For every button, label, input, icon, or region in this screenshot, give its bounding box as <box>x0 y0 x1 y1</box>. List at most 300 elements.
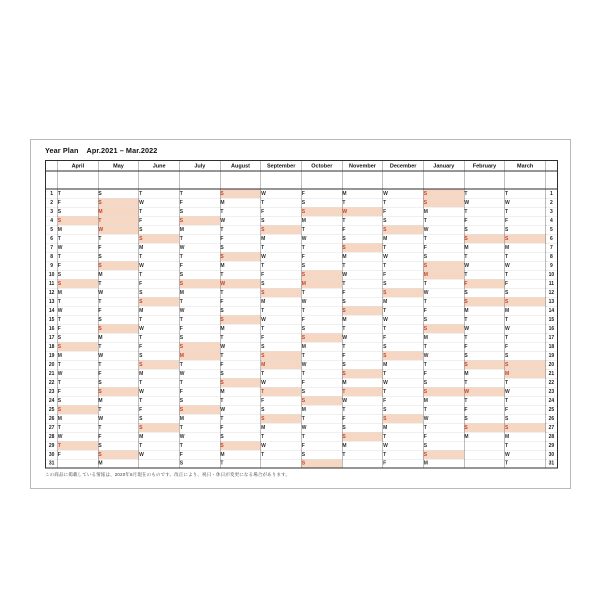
day-cell: T <box>342 342 383 351</box>
day-cell: M <box>98 459 139 468</box>
row-number: 21 <box>546 369 558 378</box>
day-cell: M <box>58 414 99 423</box>
day-cell: F <box>383 333 424 342</box>
month-header: November <box>342 161 383 172</box>
row-number: 12 <box>546 288 558 297</box>
day-cell: F <box>505 216 546 225</box>
day-cell: S <box>423 315 464 324</box>
day-cell: F <box>179 198 220 207</box>
month-header: January <box>423 161 464 172</box>
day-cell: F <box>179 261 220 270</box>
row-number: 28 <box>46 432 58 441</box>
day-cell: M <box>342 189 383 198</box>
day-cell: S <box>342 432 383 441</box>
day-cell: T <box>342 405 383 414</box>
day-cell: M <box>220 324 261 333</box>
spacer-cell <box>342 171 383 189</box>
row-number: 19 <box>46 351 58 360</box>
day-cell: M <box>464 243 505 252</box>
day-cell: M <box>98 396 139 405</box>
day-cell: F <box>464 216 505 225</box>
row-number: 6 <box>546 234 558 243</box>
day-cell: F <box>139 342 180 351</box>
day-cell: M <box>423 270 464 279</box>
day-cell: S <box>261 414 302 423</box>
day-cell: T <box>139 378 180 387</box>
day-cell: T <box>220 225 261 234</box>
day-cell: T <box>179 360 220 369</box>
day-cell: W <box>58 306 99 315</box>
row-number: 26 <box>546 414 558 423</box>
day-cell: S <box>261 351 302 360</box>
day-cell: W <box>301 297 342 306</box>
day-cell: S <box>139 351 180 360</box>
day-cell: S <box>179 405 220 414</box>
day-cell <box>58 459 99 468</box>
day-cell: T <box>301 243 342 252</box>
day-cell: T <box>423 297 464 306</box>
day-cell: T <box>505 396 546 405</box>
day-cell: M <box>139 243 180 252</box>
spacer-cell <box>423 171 464 189</box>
day-cell: F <box>342 288 383 297</box>
day-cell: S <box>98 441 139 450</box>
day-cell: S <box>220 432 261 441</box>
day-cell: M <box>464 306 505 315</box>
day-cell: F <box>179 324 220 333</box>
day-cell: M <box>220 450 261 459</box>
day-cell: T <box>505 270 546 279</box>
row-number: 29 <box>46 441 58 450</box>
day-cell: W <box>301 234 342 243</box>
day-cell <box>139 459 180 468</box>
day-cell: T <box>220 288 261 297</box>
day-cell: W <box>139 198 180 207</box>
day-cell: W <box>98 225 139 234</box>
spacer-cell <box>220 171 261 189</box>
row-number: 29 <box>546 441 558 450</box>
day-cell: T <box>342 324 383 333</box>
row-number: 9 <box>46 261 58 270</box>
day-cell: S <box>301 270 342 279</box>
row-number: 12 <box>46 288 58 297</box>
day-cell: T <box>423 279 464 288</box>
day-cell: T <box>342 198 383 207</box>
row-number: 13 <box>46 297 58 306</box>
day-cell: T <box>58 441 99 450</box>
day-cell: T <box>423 234 464 243</box>
row-number: 22 <box>546 378 558 387</box>
sheet-inner <box>31 140 571 489</box>
row-number: 10 <box>46 270 58 279</box>
row-number: 14 <box>546 306 558 315</box>
day-cell: M <box>383 360 424 369</box>
day-cell: T <box>58 315 99 324</box>
day-cell: T <box>179 297 220 306</box>
day-cell: S <box>58 216 99 225</box>
day-cell: M <box>383 234 424 243</box>
day-cell: S <box>342 234 383 243</box>
day-cell: S <box>58 207 99 216</box>
day-cell: W <box>383 378 424 387</box>
day-cell: S <box>179 279 220 288</box>
day-cell: T <box>139 189 180 198</box>
day-cell: S <box>464 360 505 369</box>
day-cell: S <box>220 378 261 387</box>
day-cell: T <box>98 342 139 351</box>
day-cell: S <box>301 450 342 459</box>
month-header: July <box>179 161 220 172</box>
day-cell: M <box>179 351 220 360</box>
day-cell: S <box>179 459 220 468</box>
day-cell: T <box>261 306 302 315</box>
day-cell: W <box>423 351 464 360</box>
day-cell: S <box>98 261 139 270</box>
corner-cell <box>46 161 58 172</box>
day-cell: T <box>423 423 464 432</box>
day-cell: F <box>261 207 302 216</box>
day-cell: S <box>179 342 220 351</box>
day-cell: F <box>505 405 546 414</box>
day-cell: T <box>261 450 302 459</box>
day-cell: W <box>220 279 261 288</box>
day-cell: T <box>383 450 424 459</box>
day-cell: W <box>342 207 383 216</box>
day-cell: W <box>464 387 505 396</box>
day-cell: T <box>342 387 383 396</box>
row-number: 16 <box>546 324 558 333</box>
day-cell: S <box>383 288 424 297</box>
day-cell: M <box>58 288 99 297</box>
day-cell: W <box>301 360 342 369</box>
row-number: 20 <box>546 360 558 369</box>
day-cell: S <box>301 261 342 270</box>
day-cell: S <box>220 315 261 324</box>
day-cell: T <box>301 432 342 441</box>
row-number: 10 <box>546 270 558 279</box>
month-header: August <box>220 161 261 172</box>
row-number: 5 <box>46 225 58 234</box>
spacer-cell <box>505 171 546 189</box>
day-cell: M <box>98 207 139 216</box>
day-cell: M <box>220 198 261 207</box>
day-cell: S <box>58 333 99 342</box>
day-cell: W <box>261 378 302 387</box>
row-number: 11 <box>46 279 58 288</box>
day-cell: F <box>301 441 342 450</box>
day-cell: F <box>505 279 546 288</box>
day-cell: S <box>139 360 180 369</box>
row-number: 1 <box>546 189 558 198</box>
spacer-cell <box>179 171 220 189</box>
day-cell: S <box>179 216 220 225</box>
day-cell: S <box>505 423 546 432</box>
day-cell: F <box>179 450 220 459</box>
day-cell: S <box>98 198 139 207</box>
day-cell: S <box>464 423 505 432</box>
day-cell: S <box>464 414 505 423</box>
row-number: 13 <box>546 297 558 306</box>
day-cell: W <box>58 432 99 441</box>
day-cell: F <box>383 207 424 216</box>
month-header: February <box>464 161 505 172</box>
day-cell: M <box>139 369 180 378</box>
day-cell: W <box>58 369 99 378</box>
day-cell: F <box>139 405 180 414</box>
row-number: 7 <box>46 243 58 252</box>
day-cell: S <box>505 297 546 306</box>
day-cell: T <box>139 315 180 324</box>
day-cell: W <box>505 261 546 270</box>
day-cell: M <box>505 369 546 378</box>
day-cell <box>464 459 505 468</box>
row-number: 30 <box>546 450 558 459</box>
day-cell: W <box>342 396 383 405</box>
day-cell: T <box>139 252 180 261</box>
day-cell: M <box>58 351 99 360</box>
day-cell: T <box>505 333 546 342</box>
row-number: 28 <box>546 432 558 441</box>
day-cell: T <box>342 216 383 225</box>
row-number: 8 <box>546 252 558 261</box>
day-cell: F <box>301 315 342 324</box>
day-cell: S <box>261 216 302 225</box>
day-cell: M <box>464 432 505 441</box>
day-cell: S <box>220 441 261 450</box>
day-cell: T <box>505 207 546 216</box>
day-cell: W <box>423 225 464 234</box>
day-cell: T <box>423 405 464 414</box>
spacer-cell <box>383 171 424 189</box>
day-cell: T <box>464 252 505 261</box>
day-cell: S <box>98 324 139 333</box>
row-number: 24 <box>546 396 558 405</box>
day-cell: T <box>179 252 220 261</box>
day-cell: S <box>98 252 139 261</box>
day-cell: F <box>342 351 383 360</box>
day-cell: W <box>98 288 139 297</box>
day-cell: F <box>98 369 139 378</box>
day-cell: W <box>179 243 220 252</box>
day-cell: T <box>139 333 180 342</box>
day-cell: W <box>505 324 546 333</box>
day-cell: T <box>383 324 424 333</box>
day-cell: S <box>58 342 99 351</box>
day-cell: W <box>179 432 220 441</box>
month-header: October <box>301 161 342 172</box>
day-cell: T <box>58 234 99 243</box>
day-cell: W <box>383 252 424 261</box>
day-cell: T <box>464 333 505 342</box>
day-cell: S <box>98 450 139 459</box>
day-cell: W <box>505 387 546 396</box>
day-cell: S <box>505 234 546 243</box>
day-cell: S <box>139 225 180 234</box>
day-cell: T <box>342 279 383 288</box>
day-cell: M <box>98 333 139 342</box>
day-cell: T <box>464 378 505 387</box>
day-cell: M <box>179 288 220 297</box>
day-cell: T <box>383 369 424 378</box>
day-cell: T <box>261 243 302 252</box>
row-number: 1 <box>50 190 54 197</box>
day-cell: S <box>423 378 464 387</box>
spacer-cell <box>464 171 505 189</box>
row-number: 31 <box>46 459 58 468</box>
day-cell: W <box>139 450 180 459</box>
day-cell: W <box>179 369 220 378</box>
day-cell: S <box>342 243 383 252</box>
spacer-cell <box>261 171 302 189</box>
day-cell: W <box>383 441 424 450</box>
day-cell: F <box>220 423 261 432</box>
day-cell: S <box>261 405 302 414</box>
day-cell: T <box>423 342 464 351</box>
month-header: December <box>383 161 424 172</box>
day-cell: S <box>179 207 220 216</box>
day-cell: S <box>301 324 342 333</box>
row-number: 31 <box>546 459 558 468</box>
day-cell: T <box>261 261 302 270</box>
day-cell: S <box>464 288 505 297</box>
day-cell: T <box>98 405 139 414</box>
day-cell: W <box>383 189 424 198</box>
day-cell: F <box>220 297 261 306</box>
day-cell: F <box>464 279 505 288</box>
day-cell: T <box>98 423 139 432</box>
day-cell: M <box>220 387 261 396</box>
day-cell: F <box>464 405 505 414</box>
day-cell: T <box>301 351 342 360</box>
corner-cell <box>546 161 558 172</box>
day-cell: S <box>301 396 342 405</box>
day-cell: T <box>139 207 180 216</box>
day-cell: S <box>423 252 464 261</box>
day-cell: T <box>179 441 220 450</box>
day-cell: S <box>423 324 464 333</box>
day-cell: T <box>58 360 99 369</box>
day-cell: T <box>98 279 139 288</box>
row-number: 2 <box>46 198 58 207</box>
day-cell: T <box>505 459 546 468</box>
day-cell: W <box>423 414 464 423</box>
day-cell: M <box>261 360 302 369</box>
day-cell: S <box>423 198 464 207</box>
month-header: March <box>505 161 546 172</box>
day-cell: S <box>179 396 220 405</box>
day-cell: W <box>58 243 99 252</box>
row-number: 8 <box>46 252 58 261</box>
day-cell: S <box>383 279 424 288</box>
day-cell: T <box>220 414 261 423</box>
day-cell: M <box>342 441 383 450</box>
day-cell: T <box>423 216 464 225</box>
day-cell: M <box>98 270 139 279</box>
day-cell: T <box>179 423 220 432</box>
day-cell: T <box>505 441 546 450</box>
spacer-cell <box>46 171 58 189</box>
title-product-name: Year Plan <box>45 147 79 155</box>
day-cell: T <box>505 378 546 387</box>
row-number: 18 <box>46 342 58 351</box>
day-cell: F <box>58 198 99 207</box>
day-cell: M <box>342 378 383 387</box>
row-number: 3 <box>546 207 558 216</box>
day-cell: S <box>301 333 342 342</box>
row-number: 17 <box>46 333 58 342</box>
row-number: 26 <box>46 414 58 423</box>
row-number: 9 <box>546 261 558 270</box>
day-cell: T <box>423 360 464 369</box>
day-cell: T <box>261 198 302 207</box>
row-number: 15 <box>546 315 558 324</box>
day-cell: T <box>220 333 261 342</box>
day-cell: T <box>383 432 424 441</box>
day-cell: S <box>58 405 99 414</box>
day-cell: M <box>423 459 464 468</box>
day-cell: S <box>383 414 424 423</box>
day-cell: T <box>505 315 546 324</box>
day-cell: S <box>342 306 383 315</box>
day-cell: T <box>261 324 302 333</box>
day-cell: S <box>383 342 424 351</box>
row-number: 25 <box>46 405 58 414</box>
row-number: 24 <box>46 396 58 405</box>
row-number: 18 <box>546 342 558 351</box>
day-cell: S <box>342 423 383 432</box>
day-cell: S <box>220 189 261 198</box>
day-cell: S <box>58 279 99 288</box>
day-cell: F <box>220 234 261 243</box>
day-cell: M <box>220 261 261 270</box>
day-cell: M <box>261 423 302 432</box>
day-cell: M <box>383 423 424 432</box>
day-cell <box>464 441 505 450</box>
day-cell: T <box>98 234 139 243</box>
day-cell: S <box>505 225 546 234</box>
day-cell: M <box>464 369 505 378</box>
row-number: 25 <box>546 405 558 414</box>
day-cell: S <box>220 243 261 252</box>
day-cell: F <box>98 306 139 315</box>
day-cell: T <box>464 189 505 198</box>
month-header: May <box>98 161 139 172</box>
day-cell: F <box>58 261 99 270</box>
day-cell: M <box>179 414 220 423</box>
day-cell: T <box>383 261 424 270</box>
day-cell: T <box>505 189 546 198</box>
day-cell: T <box>261 369 302 378</box>
day-cell: S <box>220 252 261 261</box>
row-number: 6 <box>46 234 58 243</box>
day-cell: S <box>423 441 464 450</box>
day-cell: S <box>464 351 505 360</box>
day-cell: T <box>464 207 505 216</box>
day-cell: S <box>342 369 383 378</box>
day-cell: T <box>220 351 261 360</box>
row-number: 27 <box>46 423 58 432</box>
day-cell: M <box>505 243 546 252</box>
day-cell: W <box>505 198 546 207</box>
day-cell: S <box>98 189 139 198</box>
row-number: 23 <box>546 387 558 396</box>
day-cell: T <box>261 387 302 396</box>
day-cell: T <box>58 423 99 432</box>
spacer-cell <box>139 171 180 189</box>
day-cell: W <box>383 315 424 324</box>
day-cell: F <box>58 450 99 459</box>
row-number: 14 <box>46 306 58 315</box>
